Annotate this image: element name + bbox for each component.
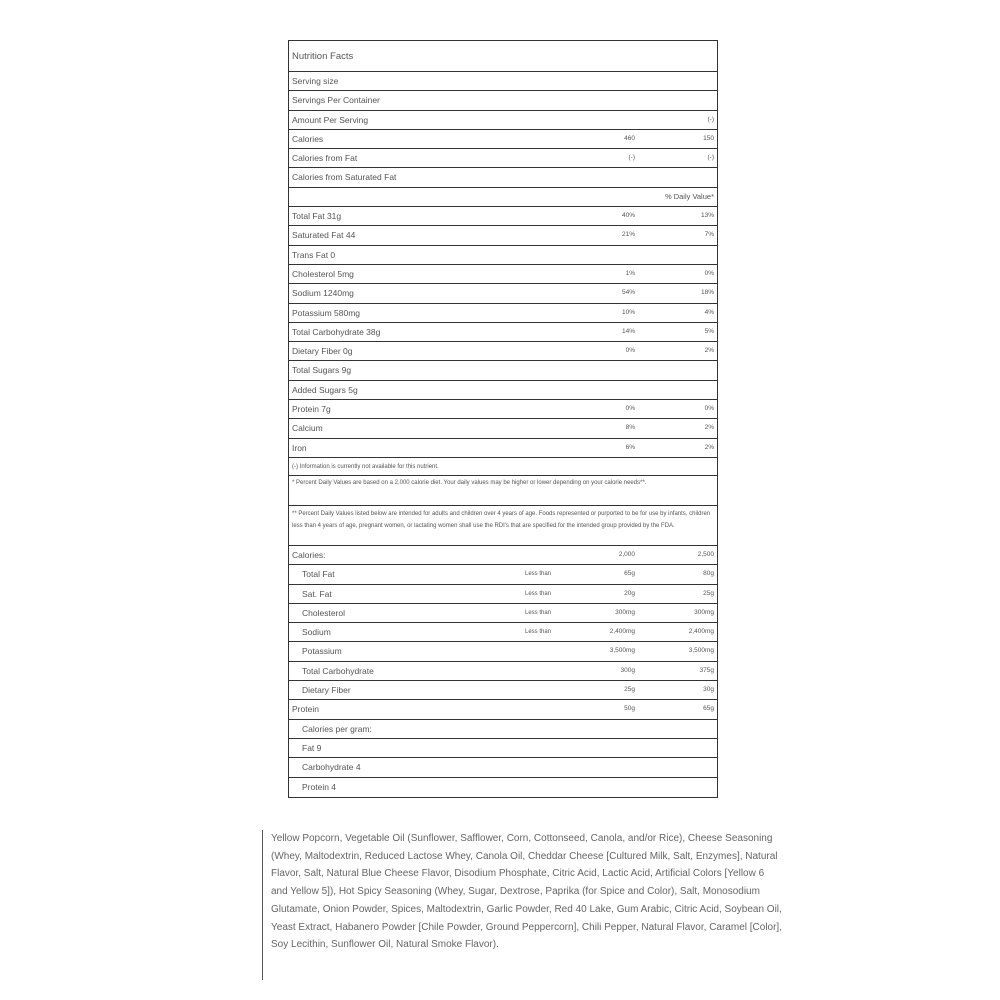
reference-value-1: 25g <box>624 686 635 694</box>
reference-row <box>289 642 717 661</box>
nutrient-label: Potassium 580mg <box>292 307 361 318</box>
reference-header-label: Calories: <box>292 549 326 560</box>
reference-header-value-1: 2,000 <box>618 550 635 558</box>
nutrient-label: Total Fat 31g <box>292 211 342 222</box>
nutrient-value-1: 1% <box>625 269 635 277</box>
calories-from-fat-value-1: (-) <box>628 154 635 162</box>
reference-value-2: 3,500mg <box>688 647 714 655</box>
nutrient-row <box>289 304 717 323</box>
reference-value-2: 30g <box>703 686 714 694</box>
calories-from-sat-fat-row <box>289 168 717 187</box>
nutrient-value-1: 0% <box>625 405 635 413</box>
reference-label: Total Fat <box>302 569 335 580</box>
serving-size-label: Serving size <box>292 76 339 86</box>
reference-row <box>289 662 717 681</box>
amount-per-serving-label: Amount Per Serving <box>292 114 369 125</box>
nutrient-row <box>289 207 717 226</box>
daily-value-header: % Daily Value* <box>664 191 714 201</box>
reference-value-1: 65g <box>624 570 635 578</box>
reference-value-1: 300mg <box>615 608 635 616</box>
nutrient-label: Cholesterol 5mg <box>292 268 354 279</box>
reference-label: Total Carbohydrate <box>302 665 374 676</box>
servings-per-container-row <box>289 91 717 110</box>
per-gram-label: Fat 9 <box>302 742 322 753</box>
nutrient-label: Iron <box>292 442 307 453</box>
reference-label: Sodium <box>302 627 331 638</box>
nutrient-value-2: 0% <box>704 405 714 413</box>
reference-value-2: 375g <box>699 666 714 674</box>
note-percent: * Percent Daily Values are based on a 2,000 calorie diet. Your daily values may be higher or lower depending on your calorie needs**. <box>292 479 647 486</box>
nutrient-label: Total Carbohydrate 38g <box>292 326 381 337</box>
daily-value-header-row <box>289 188 717 207</box>
reference-qualifier: Less than <box>525 590 552 597</box>
note-percent-row <box>289 476 717 506</box>
nutrient-row <box>289 323 717 342</box>
amount-per-serving-row <box>289 111 717 130</box>
nutrient-value-2: 4% <box>704 308 714 316</box>
per-gram-row <box>289 778 717 797</box>
reference-qualifier: Less than <box>525 629 552 636</box>
nutrient-value-2: 7% <box>704 231 714 239</box>
reference-value-1: 2,400mg <box>609 628 635 636</box>
reference-row <box>289 565 717 584</box>
per-gram-label: Carbohydrate 4 <box>302 762 361 773</box>
reference-header-row <box>289 546 717 565</box>
nutrient-value-1: 40% <box>621 212 635 220</box>
note-intended-row <box>289 506 717 546</box>
nutrient-value-2: 2% <box>704 443 714 451</box>
calories-from-sat-fat-label: Calories from Saturated Fat <box>292 172 397 183</box>
ingredients-text: Yellow Popcorn, Vegetable Oil (Sunflower, Safflower, Corn, Cottonseed, Canola, and/or Rice), Cheese Seasoning (Whey, Maltodextrin, Reduced Lactose Whey, Canola Oil, Cheddar Cheese [Cultured Milk, Salt, Enzymes], Natural Flavor, Salt, Natural Blue Cheese Flavor, Disodium Phosphate, Citric Acid, Lactic Acid, Artificial Colors [Yellow 6 and Yellow 5]), Hot Spicy Seasoning (Whey, Sugar, Dextrose, Paprika (for Spice and Color), Salt, Monosodium Glutamate, Onion Powder, Spices, Maltodextrin, Garlic Powder, Red 40 Lake, Gum Arabic, Citric Acid, Soybean Oil, Yeast Extract, Habanero Powder [Chile Powder, Ground Peppercorn], Chili Pepper, Natural Flavor, Caramel [Color], Soy Lecithin, Sunflower Oil, Natural Smoke Flavor). <box>262 830 782 980</box>
calories-per-gram-label: Calories per gram: <box>302 723 372 734</box>
reference-row <box>289 604 717 623</box>
reference-row <box>289 585 717 604</box>
reference-row <box>289 681 717 700</box>
nutrient-value-1: 21% <box>621 231 635 239</box>
calories-value-1: 460 <box>624 134 635 142</box>
note-unavailable: (-) Information is currently not available for this nutrient. <box>292 463 439 470</box>
note-intended: ** Percent Daily Values listed below are intended for adults and children over 4 years of age. Foods represented or purported to be for use by infants, children less than 4 years of age, pregnant women, or lactating women shall use the RDI's that are specified for the intended group provided by the FDA. <box>292 510 711 529</box>
calories-from-fat-row <box>289 149 717 168</box>
nutrient-label: Trans Fat 0 <box>292 249 336 260</box>
nutrient-value-2: 13% <box>700 212 714 220</box>
serving-size-row <box>289 72 717 91</box>
reference-label: Dietary Fiber <box>302 685 351 696</box>
nutrient-label: Total Sugars 9g <box>292 365 352 376</box>
reference-label: Potassium <box>302 646 342 657</box>
nutrition-facts-table <box>288 40 718 798</box>
reference-value-2: 80g <box>703 570 714 578</box>
nutrient-row <box>289 361 717 380</box>
nutrient-row <box>289 342 717 361</box>
nutrient-value-2: 5% <box>704 327 714 335</box>
nutrient-label: Added Sugars 5g <box>292 384 358 395</box>
nutrient-value-1: 8% <box>625 424 635 432</box>
per-gram-row <box>289 739 717 758</box>
protein-reference-label: Protein <box>292 704 319 715</box>
reference-value-2: 25g <box>703 589 714 597</box>
nutrient-row <box>289 381 717 400</box>
nutrient-value-2: 2% <box>704 424 714 432</box>
nutrient-label: Calcium <box>292 423 323 434</box>
calories-value-2: 150 <box>703 134 714 142</box>
nutrient-value-2: 18% <box>700 289 714 297</box>
nutrient-value-1: 0% <box>625 347 635 355</box>
reference-value-2: 300mg <box>694 608 714 616</box>
nutrient-label: Protein 7g <box>292 404 331 415</box>
note-unavailable-row <box>289 458 717 476</box>
nutrient-rows <box>289 207 717 458</box>
nutrient-value-1: 10% <box>621 308 635 316</box>
nutrient-value-2: 2% <box>704 347 714 355</box>
reference-value-1: 20g <box>624 589 635 597</box>
calories-from-fat-value-2: (-) <box>707 154 714 162</box>
nutrient-row <box>289 439 717 458</box>
reference-value-1: 3,500mg <box>609 647 635 655</box>
nutrient-label: Sodium 1240mg <box>292 288 354 299</box>
nutrition-title: Nutrition Facts <box>292 51 354 62</box>
calories-row <box>289 130 717 149</box>
nutrient-label: Saturated Fat 44 <box>292 230 356 241</box>
nutrient-value-2: 0% <box>704 269 714 277</box>
protein-reference-value-2: 65g <box>703 705 714 713</box>
per-gram-label: Protein 4 <box>302 781 337 792</box>
nutrition-title-row <box>289 41 717 72</box>
reference-qualifier: Less than <box>525 571 552 578</box>
nutrient-row <box>289 284 717 303</box>
nutrient-value-1: 6% <box>625 443 635 451</box>
reference-value-1: 300g <box>620 666 635 674</box>
amount-per-serving-value: (-) <box>707 115 714 123</box>
protein-reference-value-1: 50g <box>624 705 635 713</box>
nutrient-value-1: 14% <box>621 327 635 335</box>
servings-per-container-label: Servings Per Container <box>292 95 380 106</box>
reference-value-2: 2,400mg <box>688 628 714 636</box>
nutrient-row <box>289 400 717 419</box>
reference-label: Sat. Fat <box>302 588 332 599</box>
nutrient-row <box>289 226 717 245</box>
protein-reference-row <box>289 700 717 719</box>
nutrient-label: Dietary Fiber 0g <box>292 346 353 357</box>
calories-from-fat-label: Calories from Fat <box>292 153 358 164</box>
reference-label: Cholesterol <box>302 607 345 618</box>
per-gram-row <box>289 758 717 777</box>
calories-label: Calories <box>292 133 324 144</box>
nutrient-row <box>289 265 717 284</box>
nutrient-row <box>289 246 717 265</box>
calories-per-gram-row <box>289 720 717 739</box>
reference-row <box>289 623 717 642</box>
nutrient-row <box>289 419 717 438</box>
reference-header-value-2: 2,500 <box>697 550 714 558</box>
nutrient-value-1: 54% <box>621 289 635 297</box>
reference-qualifier: Less than <box>525 609 552 616</box>
